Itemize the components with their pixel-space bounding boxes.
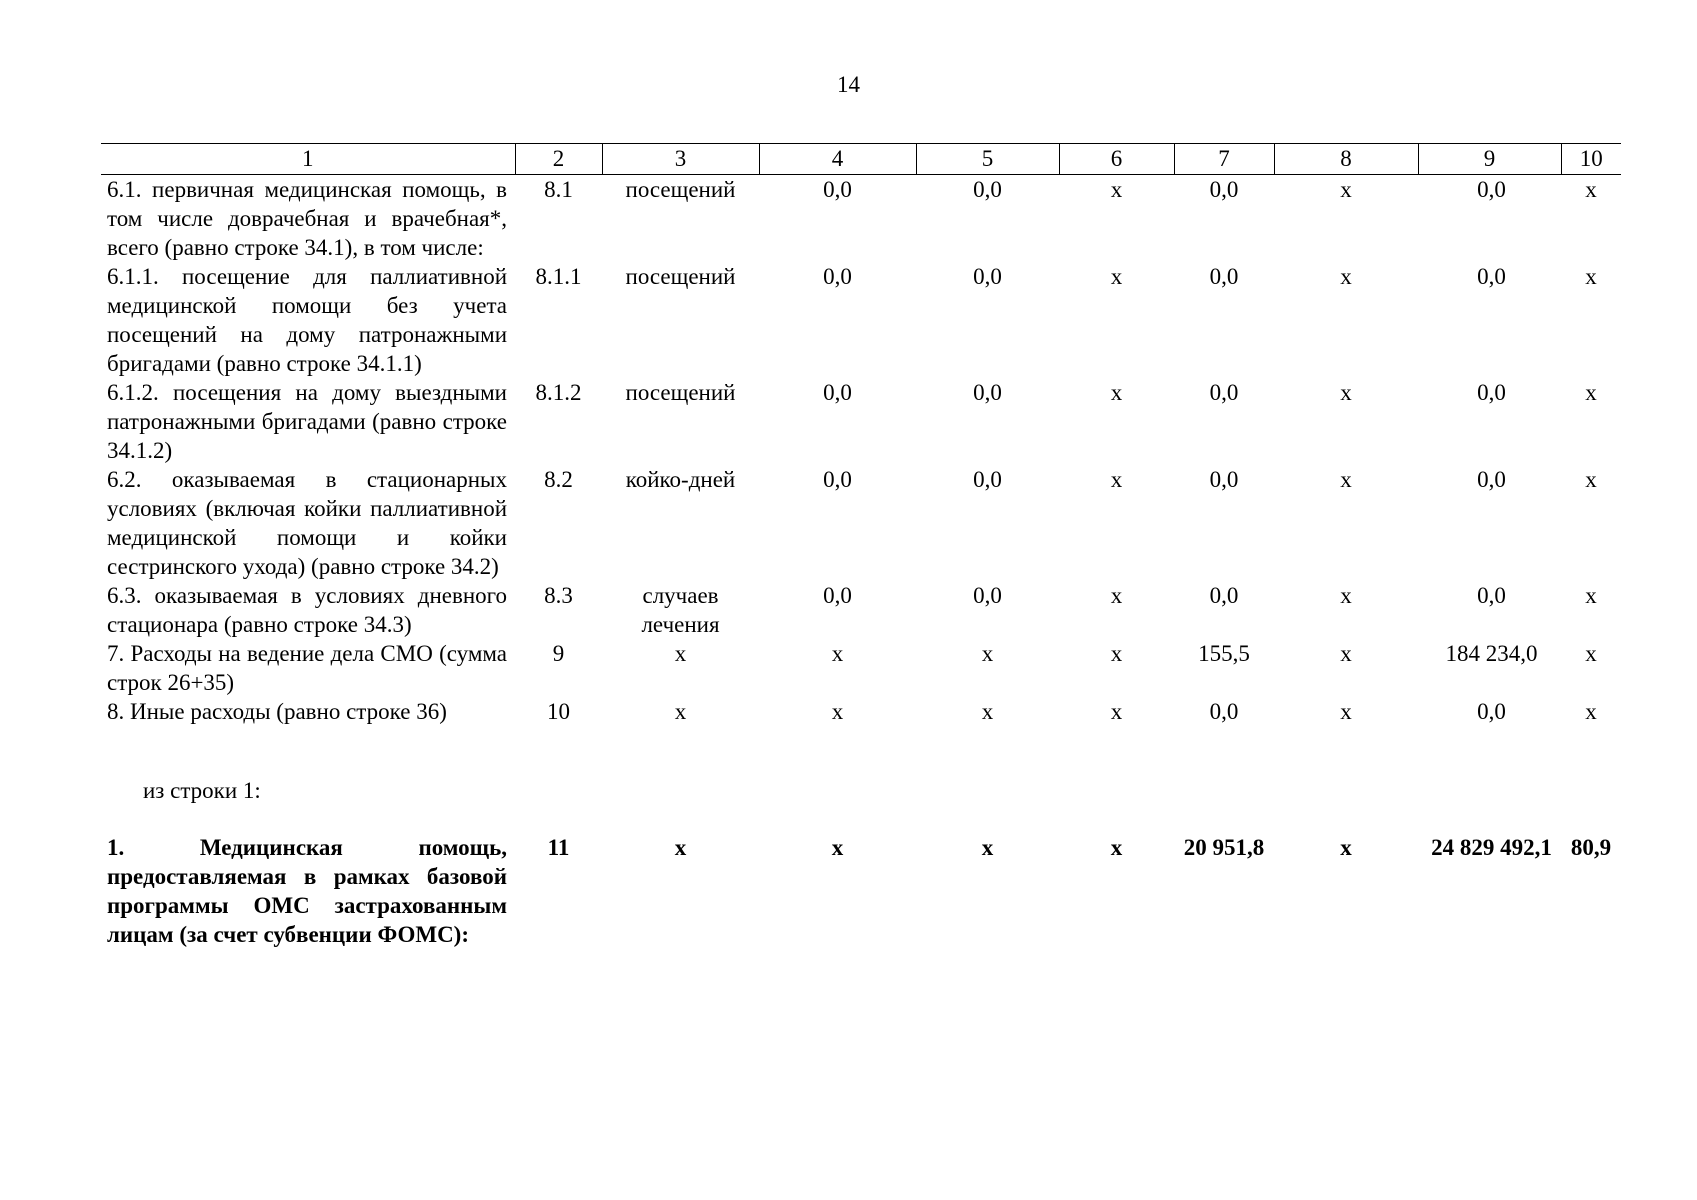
table-row	[101, 639, 1621, 697]
cell-col4: х	[831, 641, 844, 666]
cell-col5: 0,0	[973, 380, 1002, 405]
table-row	[101, 697, 1621, 748]
header-cell-3: 3	[602, 144, 759, 175]
cell-col10: х	[1585, 699, 1597, 724]
subheading: из строки 1:	[143, 778, 261, 803]
header-cell-6: 6	[1059, 144, 1174, 175]
cell-col6: х	[1110, 177, 1123, 202]
cell-col9: 24 829 492,1	[1431, 835, 1552, 860]
subheading-row	[101, 748, 1621, 833]
cell-col9: 0,0	[1477, 380, 1506, 405]
cell-col6: х	[1110, 699, 1123, 724]
cell-col7: 20 951,8	[1183, 835, 1265, 860]
cell-col9: 0,0	[1477, 467, 1506, 492]
header-cell-1: 1	[101, 144, 515, 175]
cell-col8: х	[1340, 699, 1352, 724]
page-number: 14	[837, 72, 860, 97]
cell-col6: х	[1110, 835, 1123, 860]
cell-col7: 0,0	[1209, 177, 1239, 202]
header-row	[101, 144, 1621, 175]
cell-col4: х	[831, 699, 844, 724]
row-code: 9	[552, 641, 565, 666]
header-cell-10: 10	[1561, 144, 1621, 175]
cell-col6: х	[1110, 380, 1123, 405]
header-cell-9: 9	[1418, 144, 1561, 175]
cell-col10: х	[1585, 264, 1597, 289]
row-label: 6.1. первичная медицинская помощь, в том числе доврачебная и врачебная*, всего (равно строке 34.1), в том числе:	[107, 177, 507, 260]
row-unit: посещений	[625, 177, 736, 202]
row-unit: х	[674, 699, 687, 724]
cell-col4: 0,0	[823, 264, 852, 289]
budget-table	[101, 143, 1621, 949]
cell-col9: 184 234,0	[1445, 641, 1538, 666]
cell-col4: 0,0	[823, 380, 852, 405]
row-unit: х	[674, 641, 687, 666]
row-label: 8. Иные расходы (равно строке 36)	[107, 699, 447, 724]
cell-col8: х	[1340, 380, 1352, 405]
row-label: 6.1.1. посещение для паллиативной медицинской помощи без учета посещений на дому патронажными бригадами (равно строке 34.1.1)	[107, 264, 507, 376]
cell-col10: х	[1585, 583, 1597, 608]
cell-col7: 0,0	[1209, 699, 1239, 724]
cell-col10: х	[1585, 641, 1597, 666]
cell-col4: 0,0	[823, 177, 852, 202]
cell-col5: 0,0	[973, 583, 1002, 608]
header-cell-8: 8	[1274, 144, 1418, 175]
cell-col8: х	[1340, 264, 1352, 289]
row-unit: посещений	[625, 380, 736, 405]
cell-col5: 0,0	[973, 177, 1002, 202]
cell-col8: х	[1340, 177, 1352, 202]
cell-col10: х	[1585, 380, 1597, 405]
row-unit: случаев лечения	[641, 583, 720, 637]
cell-col10: х	[1585, 177, 1597, 202]
cell-col10: 80,9	[1570, 835, 1612, 860]
row-label: 1. Медицинская помощь, предоставляемая в рамках базовой программы ОМС застрахованным лицам (за счет субвенции ФОМС):	[107, 835, 507, 947]
cell-col5: 0,0	[973, 264, 1002, 289]
row-code: 8.1.1	[535, 264, 582, 289]
row-code: 8.1	[544, 177, 573, 202]
cell-col7: 0,0	[1209, 380, 1239, 405]
row-code: 11	[547, 835, 570, 860]
cell-col6: х	[1110, 583, 1123, 608]
row-code: 10	[547, 699, 570, 724]
header-cell-2: 2	[515, 144, 602, 175]
cell-col4: х	[831, 835, 844, 860]
cell-col8: х	[1340, 641, 1352, 666]
row-label: 7. Расходы на ведение дела СМО (сумма строк 26+35)	[107, 641, 507, 695]
table-row-total	[101, 833, 1621, 949]
row-label: 6.3. оказываемая в условиях дневного стационара (равно строке 34.3)	[107, 583, 507, 637]
cell-col8: х	[1340, 835, 1352, 860]
cell-col9: 0,0	[1477, 264, 1506, 289]
row-code: 8.3	[544, 583, 573, 608]
row-code: 8.1.2	[535, 380, 582, 405]
cell-col8: х	[1340, 467, 1352, 492]
cell-col8: х	[1340, 583, 1352, 608]
header-cell-5: 5	[916, 144, 1059, 175]
cell-col5: 0,0	[973, 467, 1002, 492]
table-row	[101, 465, 1621, 581]
row-unit: койко-дней	[625, 467, 736, 492]
header-cell-7: 7	[1174, 144, 1274, 175]
cell-col9: 0,0	[1477, 583, 1506, 608]
cell-col5: х	[981, 699, 994, 724]
cell-col5: х	[981, 835, 994, 860]
cell-col7: 0,0	[1209, 264, 1239, 289]
cell-col7: 0,0	[1209, 467, 1239, 492]
row-code: 8.2	[544, 467, 573, 492]
row-label: 6.1.2. посещения на дому выездными патронажными бригадами (равно строке 34.1.2)	[107, 380, 507, 463]
table-row	[101, 378, 1621, 465]
row-unit: х	[674, 835, 687, 860]
table-row	[101, 581, 1621, 639]
cell-col5: х	[981, 641, 994, 666]
header-cell-4: 4	[759, 144, 916, 175]
cell-col7: 155,5	[1198, 641, 1250, 666]
cell-col6: х	[1110, 264, 1123, 289]
table-row	[101, 262, 1621, 378]
table-row	[101, 175, 1621, 263]
cell-col4: 0,0	[823, 583, 852, 608]
row-label: 6.2. оказываемая в стационарных условиях (включая койки паллиативной медицинской помощи и койки сестринского ухода) (равно строке 34.2)	[107, 467, 507, 579]
cell-col7: 0,0	[1209, 583, 1239, 608]
cell-col6: х	[1110, 467, 1123, 492]
cell-col4: 0,0	[823, 467, 852, 492]
cell-col6: х	[1110, 641, 1123, 666]
row-unit: посещений	[625, 264, 736, 289]
cell-col10: х	[1585, 467, 1597, 492]
cell-col9: 0,0	[1477, 177, 1506, 202]
cell-col9: 0,0	[1477, 699, 1506, 724]
